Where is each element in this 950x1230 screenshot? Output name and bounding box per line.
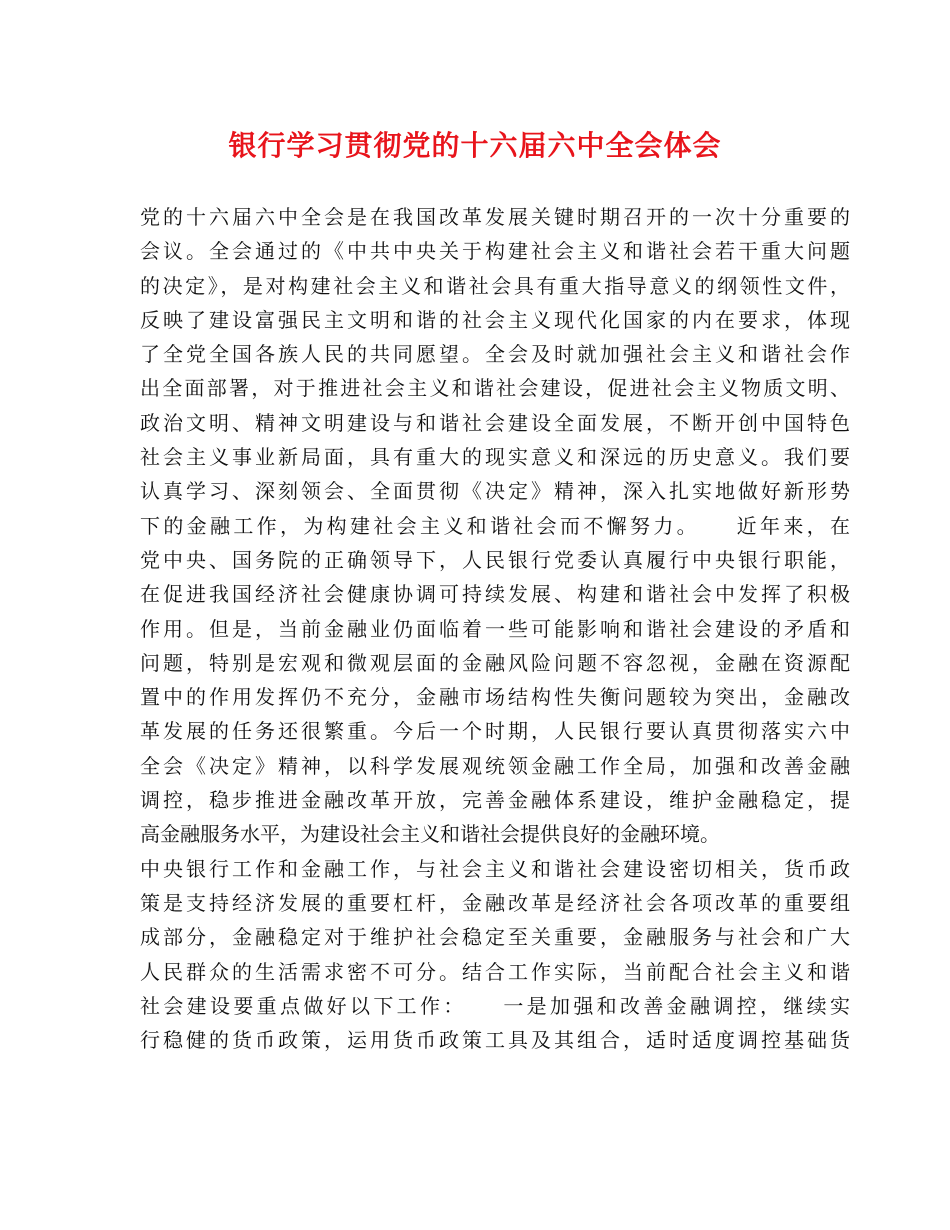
- text-line: 下的金融工作，为构建社会主义和谐社会而不懈努力。 近年来，在: [140, 513, 850, 538]
- text-line: 中央银行工作和金融工作，与社会主义和谐社会建设密切相关，货币政: [140, 856, 850, 881]
- text-line: 党的十六届六中全会是在我国改革发展关键时期召开的一次十分重要的: [140, 205, 850, 229]
- text-line: 行稳健的货币政策，运用货币政策工具及其组合，适时适度调控基础货: [140, 1028, 850, 1053]
- text-line: 认真学习、深刻领会、全面贯彻《决定》精神，深入扎实地做好新形势: [140, 479, 850, 504]
- text-line: 了全党全国各族人民的共同愿望。全会及时就加强社会主义和谐社会作: [140, 342, 850, 367]
- text-line: 成部分，金融稳定对于维护社会稳定至关重要，金融服务与社会和广大: [140, 925, 850, 950]
- text-line: 社会建设要重点做好以下工作： 一是加强和改善金融调控，继续实: [140, 993, 850, 1018]
- text-line: 高金融服务水平，为建设社会主义和谐社会提供良好的金融环境。: [140, 822, 720, 847]
- text-line: 策是支持经济发展的重要杠杆，金融改革是经济社会各项改革的重要组: [140, 890, 850, 915]
- text-line: 调控，稳步推进金融改革开放，完善金融体系建设，维护金融稳定，提: [140, 788, 850, 813]
- text-line: 会议。全会通过的《中共中央关于构建社会主义和谐社会若干重大问题: [140, 239, 850, 264]
- text-line: 人民群众的生活需求密不可分。结合工作实际，当前配合社会主义和谐: [140, 959, 850, 984]
- document-title: 银行学习贯彻党的十六届六中全会体会: [228, 129, 722, 162]
- text-line: 政治文明、精神文明建设与和谐社会建设全面发展，不断开创中国特色: [140, 410, 850, 435]
- text-line: 反映了建设富强民主文明和谐的社会主义现代化国家的内在要求，体现: [140, 307, 850, 332]
- text-line: 问题，特别是宏观和微观层面的金融风险问题不容忽视，金融在资源配: [140, 650, 850, 675]
- text-line: 革发展的任务还很繁重。今后一个时期，人民银行要认真贯彻落实六中: [140, 719, 850, 744]
- text-line: 在促进我国经济社会健康协调可持续发展、构建和谐社会中发挥了积极: [140, 582, 850, 607]
- document-body: [140, 200, 850, 1057]
- text-line: 党中央、国务院的正确领导下，人民银行党委认真履行中央银行职能，: [140, 547, 850, 572]
- text-line: 的决定》，是对构建社会主义和谐社会具有重大指导意义的纲领性文件，: [140, 273, 850, 298]
- text-line: 出全面部署，对于推进社会主义和谐社会建设，促进社会主义物质文明、: [140, 376, 850, 401]
- text-line: 社会主义事业新局面，具有重大的现实意义和深远的历史意义。我们要: [140, 445, 850, 470]
- text-line: 置中的作用发挥仍不充分，金融市场结构性失衡问题较为突出，金融改: [140, 685, 850, 710]
- text-line: 全会《决定》精神，以科学发展观统领金融工作全局，加强和改善金融: [140, 753, 850, 778]
- text-line: 作用。但是，当前金融业仍面临着一些可能影响和谐社会建设的矛盾和: [140, 616, 850, 641]
